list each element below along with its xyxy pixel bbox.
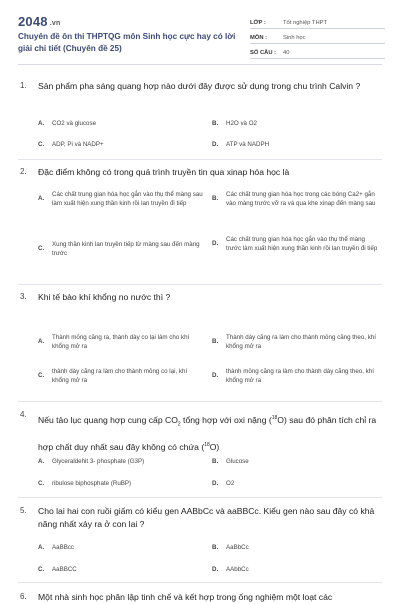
superscript: 18 — [271, 415, 278, 421]
option-text: AAbbCc — [226, 566, 249, 573]
option-d[interactable] — [212, 236, 380, 253]
option-letter: C. — [38, 480, 45, 487]
option-c[interactable] — [38, 241, 208, 258]
option-letter: C. — [38, 372, 45, 380]
document-title: Chuyên đề ôn thi THPTQG môn Sinh học cực hay có lời giải chi tiết (Chuyên đề 25) — [18, 32, 236, 53]
option-letter: A. — [38, 195, 45, 203]
option-letter: D. — [212, 141, 219, 148]
option-a[interactable] — [38, 334, 200, 351]
option-letter: B. — [212, 458, 219, 465]
option-a[interactable] — [38, 120, 198, 129]
option-letter: A. — [38, 120, 45, 127]
option-b[interactable] — [212, 191, 380, 208]
question-text: Đặc điểm không có trong quá trình truyền tin qua xinap hóa học là — [38, 167, 290, 177]
question-number: 4. — [20, 410, 27, 419]
option-letter: A. — [38, 338, 45, 346]
option-letter: D. — [212, 480, 219, 487]
option-a[interactable] — [38, 191, 208, 208]
question-divider — [18, 582, 382, 583]
option-text: thành mỏng căng ra làm cho thành dày căng theo, khí khổng mở ra — [226, 368, 374, 384]
option-text: AaBBcc — [52, 544, 75, 551]
question-text — [38, 408, 378, 456]
option-text: Glucose — [226, 458, 249, 465]
document-meta — [250, 14, 385, 59]
question-text: Khi tế bào khí khổng no nước thì ? — [38, 292, 171, 302]
meta-key: LỚP : — [250, 20, 266, 26]
option-a[interactable] — [38, 544, 198, 553]
option-letter: C. — [38, 245, 45, 253]
superscript: 18 — [204, 441, 210, 448]
meta-row-class — [250, 14, 385, 29]
question-text: Một nhà sinh học phân lập tinh chế và kết hợp trong ống nghiệm một loạt các — [38, 592, 333, 602]
question-number: 3. — [20, 292, 27, 301]
question-number: 2. — [20, 167, 27, 176]
option-text: O2 — [226, 480, 235, 487]
question-divider — [18, 159, 382, 160]
option-d[interactable] — [212, 566, 377, 575]
meta-key: MÔN : — [250, 35, 268, 41]
subscript: 2 — [177, 421, 181, 428]
option-letter: B. — [212, 195, 219, 203]
option-d[interactable] — [212, 368, 377, 385]
option-text: ADP, Pi và NADP+ — [52, 141, 104, 148]
option-letter: B. — [212, 338, 219, 346]
document-header — [0, 0, 400, 62]
option-text: Xung thần kinh lan truyền tiếp từ màng sau đến màng trước — [52, 241, 200, 257]
option-d[interactable] — [212, 480, 377, 489]
meta-row-subject — [250, 29, 385, 44]
option-letter: A. — [38, 544, 45, 551]
option-letter: D. — [212, 566, 219, 573]
option-letter: C. — [38, 566, 45, 573]
question-number: 6. — [20, 592, 27, 601]
option-text: thành dày căng ra làm cho thành mỏng co lại, khí khổng mở ra — [52, 368, 188, 384]
meta-key: SỐ CÂU : — [250, 50, 277, 56]
option-text: CO2 và glucose — [52, 120, 97, 127]
option-c[interactable] — [38, 566, 198, 575]
option-text: Các chất trung gian hóa học gắn vào thụ thể màng trước làm xuất hiện xung thần kinh rồi lan truyền đi tiếp — [226, 236, 378, 252]
header-divider — [18, 64, 382, 65]
option-c[interactable] — [38, 368, 200, 385]
meta-value: Tốt nghiệp THPT — [283, 20, 328, 26]
option-letter: B. — [212, 544, 219, 551]
option-d[interactable] — [212, 141, 377, 150]
option-b[interactable] — [212, 458, 377, 467]
option-text: Thành mỏng căng ra, thành dày co lại làm cho khí khổng mở ra — [52, 334, 190, 350]
option-letter: B. — [212, 120, 219, 127]
option-a[interactable] — [38, 458, 203, 467]
option-text: ribulose biphosphate (RuBP) — [52, 480, 132, 487]
logo-suffix: .vn — [49, 20, 61, 27]
question-text-part: tổng hợp với oxi nặng ( — [180, 414, 272, 425]
question-text-part: Nếu tảo lục quang hợp cung cấp CO — [38, 414, 178, 425]
option-text: Glyceraldehit 3- phosphate (G3P) — [52, 458, 145, 465]
option-b[interactable] — [212, 544, 377, 553]
option-letter: A. — [38, 458, 45, 465]
question-divider — [18, 401, 382, 402]
site-logo[interactable] — [18, 14, 60, 29]
meta-value: Sinh học — [283, 35, 306, 41]
option-text: AaBBCC — [52, 566, 77, 573]
question-text-part: O) sau đó phân tích chỉ ra hợp chất duy nhất sau đây không có chứa ( — [38, 414, 377, 452]
question-text: Sản phẩm pha sáng quang hợp nào dưới đây được sử dụng trong chu trình Calvin ? — [38, 81, 361, 91]
question-divider — [18, 497, 382, 498]
option-letter: D. — [212, 240, 219, 248]
option-text: ATP và NADPH — [226, 141, 270, 148]
option-b[interactable] — [212, 334, 377, 351]
question-number: 5. — [20, 506, 27, 515]
option-text: Các chất trung gian hóa học gắn vào thụ thể màng sau làm xuất hiện xung thần kinh rồi lan truyền đi tiếp — [52, 191, 203, 207]
option-text: AaBbCc — [226, 544, 249, 551]
question-divider — [18, 284, 382, 285]
option-letter: D. — [212, 372, 219, 380]
option-text: Các chất trung gian hóa học trong các bóng Ca2+ gắn vào màng trước vỡ ra và qua khe xinap đến màng sau — [226, 191, 376, 207]
option-c[interactable] — [38, 141, 198, 150]
option-letter: C. — [38, 141, 45, 148]
question-text: Cho lai hai con ruồi giấm có kiểu gen AABbCc và aaBBCc. Kiểu gen nào sau đây có khả năng nhất xảy ra ở con lai ? — [38, 506, 375, 529]
option-b[interactable] — [212, 120, 377, 129]
option-text: H2O và O2 — [226, 120, 257, 127]
option-c[interactable] — [38, 480, 203, 489]
question-number: 1. — [20, 81, 27, 90]
meta-row-count — [250, 44, 385, 59]
question-text-part: O) — [209, 441, 220, 452]
logo-main: 2048 — [18, 14, 48, 29]
option-text: Thành dày căng ra làm cho thành mỏng căng theo, khí khổng mở ra — [226, 334, 376, 350]
meta-value: 40 — [283, 50, 290, 56]
